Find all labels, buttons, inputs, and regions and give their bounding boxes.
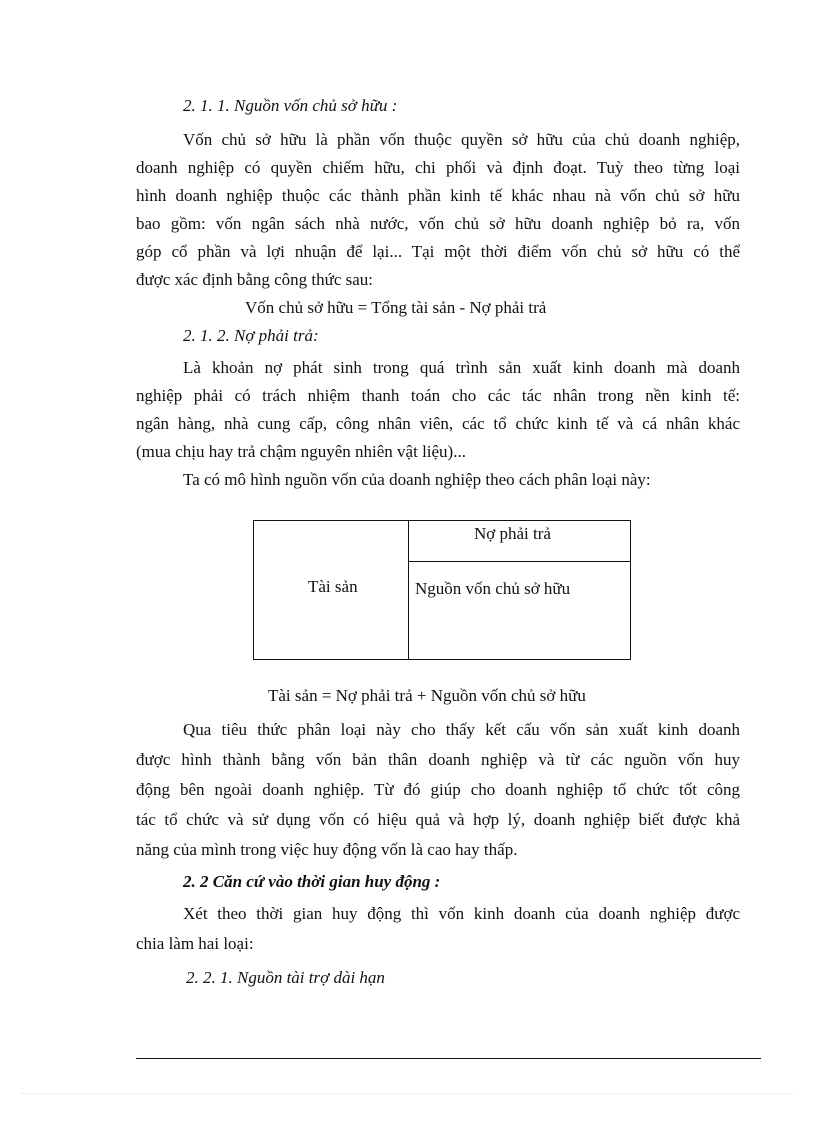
heading-2-1-1: 2. 1. 1. Nguồn vốn chủ sở hữu : [183,96,398,115]
capital-structure-diagram [253,520,631,660]
para1-line-6: được xác định bằng công thức sau: [136,270,374,289]
para1-line-4: bao gồm: vốn ngân sách nhà nước, vốn chủ sở hữu doanh nghiệp bỏ ra, vốn [136,214,740,233]
para1-line-1: Vốn chủ sở hữu là phần vốn thuộc quyền sở hữu của chủ doanh nghiệp, [183,130,740,149]
diagram-vertical-divider [408,521,409,659]
para4-line-1: Qua tiêu thức phân loại này cho thấy kết cấu vốn sản xuất kinh doanh [183,720,740,739]
diagram-equity-label: Nguồn vốn chủ sở hữu [415,579,571,598]
para2-line-4: (mua chịu hay trả chậm nguyên nhiên vật liệu)... [136,442,466,461]
para3: Ta có mô hình nguồn vốn của doanh nghiệp theo cách phân loại này: [183,470,651,489]
para1-line-3: hình doanh nghiệp thuộc các thành phần kinh tế khác nhau nà vốn chủ sở hữu [136,186,740,205]
formula-equity: Vốn chủ sở hữu = Tổng tài sản - Nợ phải trả [245,298,547,317]
diagram-assets-label: Tài sản [308,577,358,596]
footer-rule [136,1058,761,1059]
diagram-liabilities-label: Nợ phải trả [474,524,551,543]
page-bottom-border [22,1093,794,1094]
para4-line-3: động bên ngoài doanh nghiệp. Từ đó giúp cho doanh nghiệp tổ chức tốt công [136,780,740,799]
para5-line-2: chia làm hai loại: [136,934,254,953]
para4-line-5: năng của mình trong việc huy động vốn là cao hay thấp. [136,840,518,859]
heading-2-2-1: 2. 2. 1. Nguồn tài trợ dài hạn [186,968,385,987]
formula-assets: Tài sản = Nợ phải trả + Nguồn vốn chủ sở hữu [268,686,586,705]
diagram-horizontal-divider [409,561,631,562]
para2-line-1: Là khoản nợ phát sinh trong quá trình sản xuất kinh doanh mà doanh [183,358,740,377]
para4-line-4: tác tổ chức và sử dụng vốn có hiệu quả và hợp lý, doanh nghiệp biết được khả [136,810,740,829]
heading-2-2: 2. 2 Căn cứ vào thời gian huy động : [183,872,441,891]
para2-line-3: ngân hàng, nhà cung cấp, công nhân viên, các tổ chức kinh tế và cá nhân khác [136,414,740,433]
para2-line-2: nghiệp phải có trách nhiệm thanh toán cho các tác nhân trong nền kinh tế: [136,386,740,405]
para1-line-5: góp cổ phần và lợi nhuận để lại... Tại một thời điểm vốn chủ sở hữu có thể [136,242,740,261]
para1-line-2: doanh nghiệp có quyền chiếm hữu, chi phối và định đoạt. Tuỳ theo từng loại [136,158,740,177]
para4-line-2: được hình thành bằng vốn bản thân doanh nghiệp và từ các nguồn vốn huy [136,750,740,769]
heading-2-1-2: 2. 1. 2. Nợ phải trả: [183,326,319,345]
para5-line-1: Xét theo thời gian huy động thì vốn kinh doanh của doanh nghiệp được [183,904,740,923]
